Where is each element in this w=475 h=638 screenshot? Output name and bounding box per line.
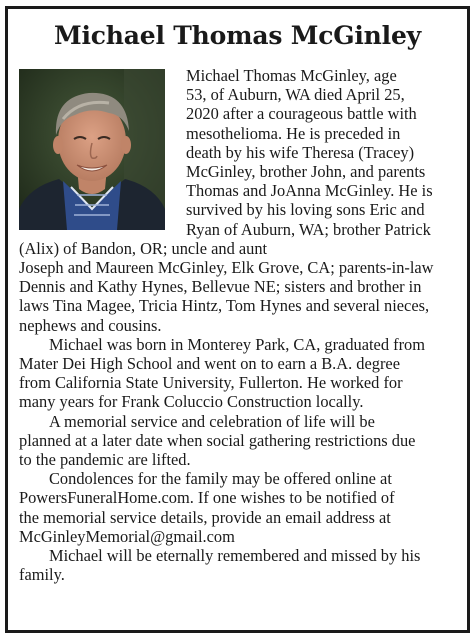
- text-line: many years for Frank Coluccio Construction locally.: [19, 392, 364, 412]
- text-line: 53, of Auburn, WA died April 25,: [186, 85, 405, 105]
- text-line: the memorial service details, provide an email address at: [19, 507, 391, 527]
- text-line: Michael will be eternally remembered and missed by his: [49, 546, 421, 566]
- obituary-paragraph-3: [19, 412, 459, 470]
- text-line: Condolences for the family may be offered online at: [49, 469, 392, 489]
- text-line: Ryan of Auburn, WA; brother Patrick: [186, 219, 431, 239]
- text-line: Dennis and Kathy Hynes, Bellevue NE; sisters and brother in: [19, 277, 422, 297]
- text-line: Michael was born in Monterey Park, CA, graduated from: [49, 334, 425, 354]
- portrait-illustration: [19, 69, 165, 230]
- text-line: McGinley, brother John, and parents: [186, 162, 426, 182]
- text-line: laws Tina Magee, Tricia Hintz, Tom Hynes and several nieces,: [19, 296, 430, 316]
- text-line: A memorial service and celebration of life will be: [49, 411, 375, 431]
- text-line: survived by his loving sons Eric and: [186, 200, 425, 220]
- portrait-photo: [19, 69, 165, 230]
- text-line: 2020 after a courageous battle with: [186, 104, 417, 124]
- page-title: Michael Thomas McGinley: [53, 21, 421, 50]
- obituary-paragraph-2: [19, 335, 459, 412]
- text-line: to the pandemic are lifted.: [19, 450, 191, 470]
- text-line: PowersFuneralHome.com. If one wishes to be notified of: [19, 488, 395, 508]
- obituary-notice: [5, 6, 470, 633]
- text-line: nephews and cousins.: [19, 315, 162, 335]
- text-line: (Alix) of Bandon, OR; uncle and aunt: [19, 238, 268, 258]
- text-line: Thomas and JoAnna McGinley. He is: [186, 181, 433, 201]
- obituary-paragraph-5: [19, 546, 459, 584]
- obituary-body: [19, 66, 459, 584]
- text-line: planned at a later date when social gathering restrictions due: [19, 430, 416, 450]
- text-line: mesothelioma. He is preceded in: [186, 123, 401, 143]
- text-line: from California State University, Fullerton. He worked for: [19, 373, 403, 393]
- obituary-paragraph-4: [19, 469, 459, 546]
- text-line: Joseph and Maureen McGinley, Elk Grove, CA; parents-in-law: [19, 258, 434, 278]
- text-line: death by his wife Theresa (Tracey): [186, 142, 415, 162]
- text-line: McGinleyMemorial@gmail.com: [19, 526, 235, 546]
- text-line: Michael Thomas McGinley, age: [186, 66, 397, 85]
- text-line: family.: [19, 565, 65, 585]
- text-line: Mater Dei High School and went on to earn a B.A. degree: [19, 354, 400, 374]
